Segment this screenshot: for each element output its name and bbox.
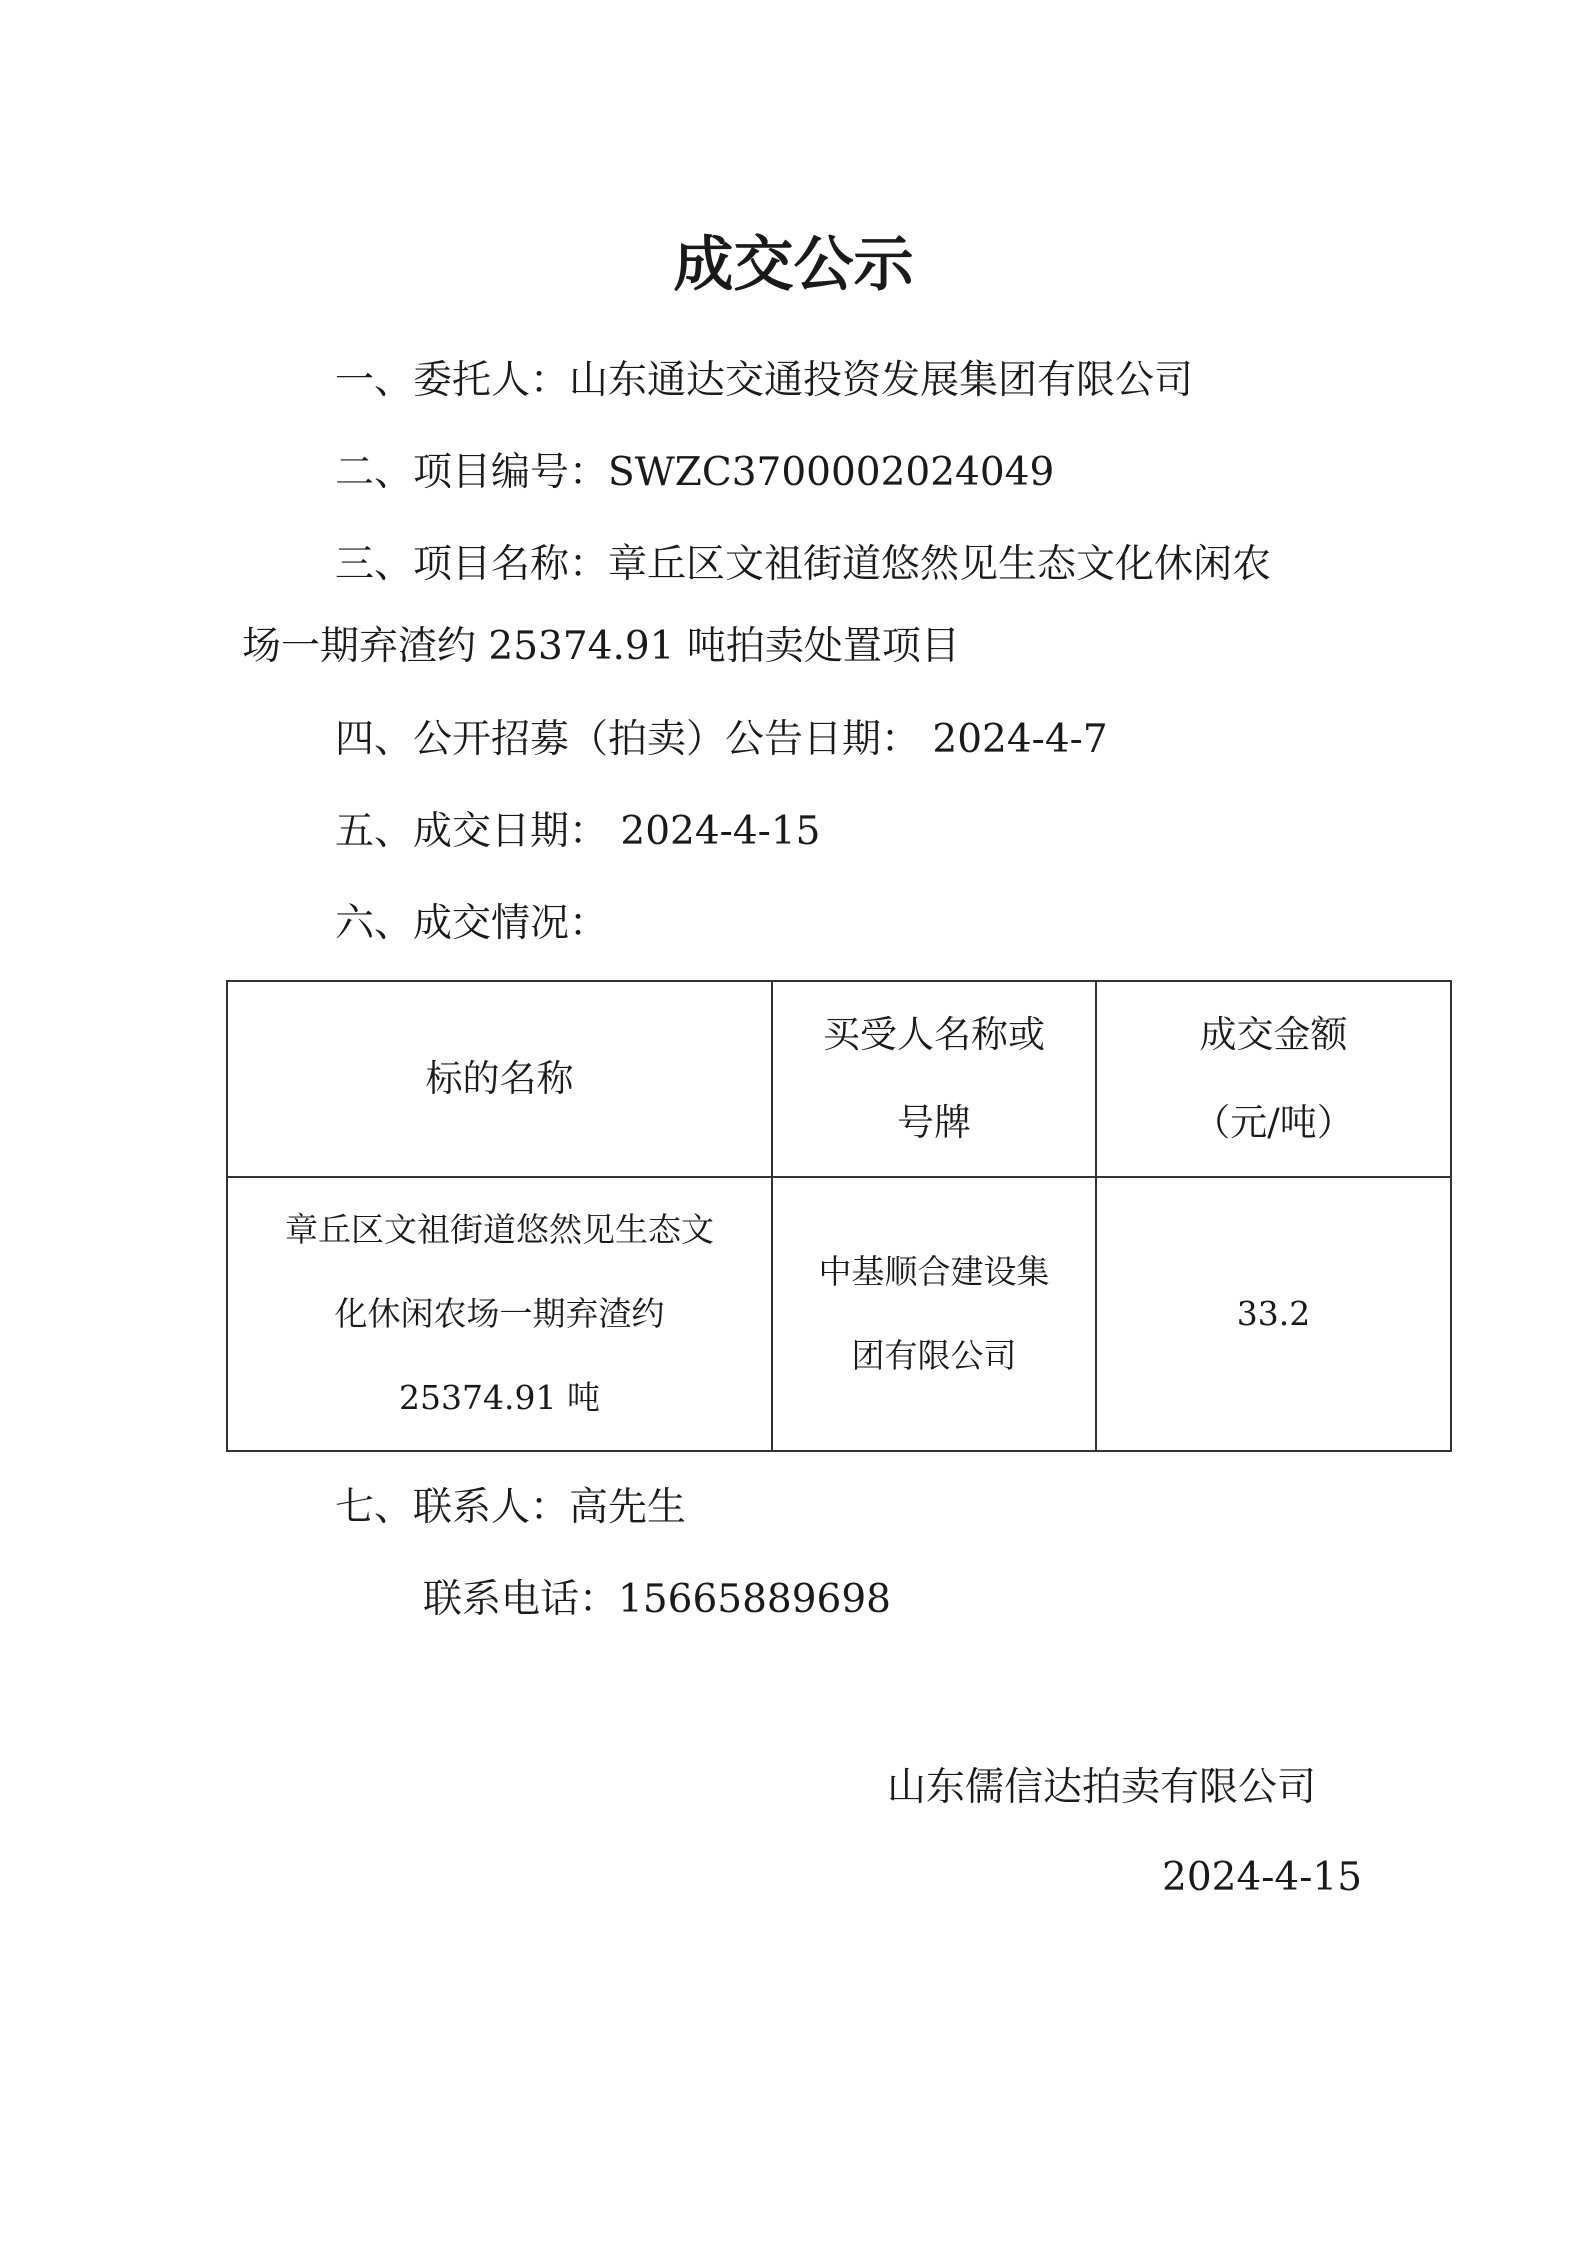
subject-text-1: 章丘区文祖街道悠然见生态文	[285, 1210, 714, 1249]
buyer-text-1: 中基顺合建设集	[818, 1252, 1050, 1291]
header-amount-label-2: （元/吨）	[1193, 1101, 1354, 1144]
header-subject-label: 标的名称	[425, 1057, 574, 1100]
amount-text: 33.2	[1236, 1294, 1311, 1333]
contact-line: 七、联系人：高先生	[335, 1485, 687, 1530]
consignor-line: 一、委托人：山东通达交通投资发展集团有限公司	[335, 358, 1194, 403]
header-amount	[1096, 981, 1451, 1177]
subject-text-2: 化休闲农场一期弃渣约	[334, 1294, 665, 1333]
page-title: 成交公示	[673, 230, 914, 300]
header-amount-label-1: 成交金额	[1199, 1013, 1348, 1056]
project-name-line-1: 三、项目名称：章丘区文祖街道悠然见生态文化休闲农	[335, 542, 1272, 587]
cell-subject	[227, 1177, 772, 1451]
deal-date-line: 五、成交日期： 2024-4-15	[335, 809, 821, 854]
project-number-line: 二、项目编号：SWZC3700002024049	[335, 450, 1055, 495]
project-name-line-2: 场一期弃渣约 25374.91 吨拍卖处置项目	[242, 624, 960, 669]
header-buyer	[772, 981, 1096, 1177]
buyer-text-2: 团有限公司	[851, 1336, 1017, 1375]
cell-amount	[1096, 1177, 1451, 1451]
announcement-date-line: 四、公开招募（拍卖）公告日期： 2024-4-7	[335, 717, 1108, 762]
header-buyer-label-1: 买受人名称或	[823, 1013, 1045, 1056]
cell-buyer	[772, 1177, 1096, 1451]
table-row	[227, 1177, 1451, 1451]
signature-company: 山东儒信达拍卖有限公司	[887, 1765, 1317, 1810]
phone-line: 联系电话：15665889698	[423, 1577, 891, 1622]
signature-date: 2024-4-15	[1162, 1855, 1363, 1900]
header-buyer-label-2: 号牌	[897, 1101, 971, 1144]
header-subject	[227, 981, 772, 1177]
deal-status-line: 六、成交情况：	[335, 901, 609, 946]
subject-text-3: 25374.91 吨	[399, 1378, 600, 1417]
table-header-row	[227, 981, 1451, 1177]
deal-table	[226, 980, 1452, 1452]
